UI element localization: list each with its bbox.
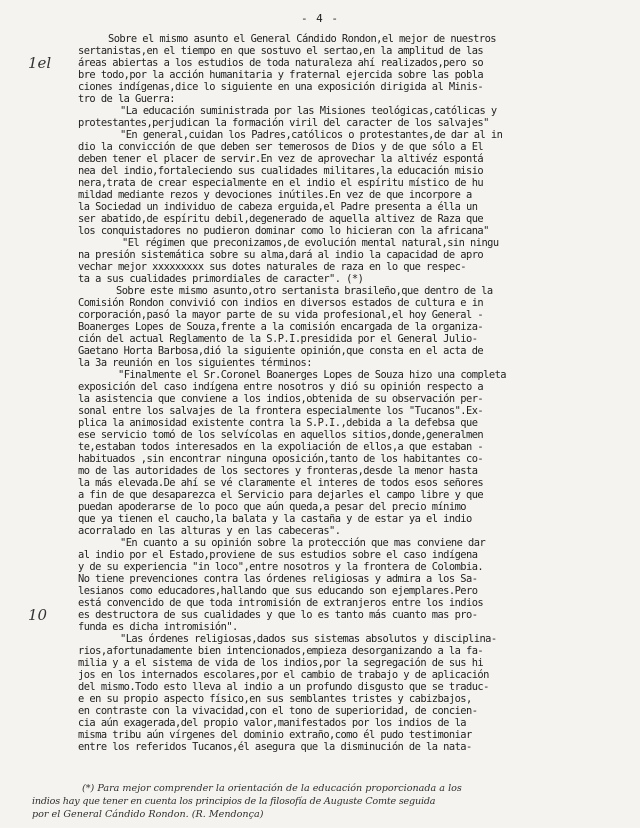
text-line: entre los referidos Tucanos,él asegura que la disminución de la nata-	[78, 741, 472, 753]
text-line: ciones indígenas,dice lo siguiente en una exposición dirigida al Minis-	[78, 81, 484, 93]
text-line: tro de la Guerra:	[78, 93, 175, 105]
text-line: mildad mediante rezos y devociones inútiles.En vez de que incorpore a	[78, 189, 472, 201]
text-line: cia aún exagerada,del propio valor,manifestados por los indios de la	[78, 717, 466, 729]
text-line: la asistencia que conviene a los indios,obtenida de su observación per-	[78, 393, 484, 405]
text-line: Sobre el mismo asunto el General Cándido Rondon,el mejor de nuestros	[108, 33, 496, 45]
text-line: dio la convicción de que deben ser temerosos de Dios y de que sólo a El	[78, 141, 484, 153]
text-line: Comisión Rondon convivió con indios en diversos estados de cultura e in	[78, 297, 484, 309]
text-line: bre todo,por la acción humanitaria y fraternal ejercida sobre las pobla	[78, 69, 484, 81]
margin-note-top: 1el	[28, 54, 52, 72]
text-line: na presión sistemática sobre su alma,dará al indio la capacidad de apro	[78, 249, 484, 261]
text-line: vechar mejor xxxxxxxxx sus dotes naturales de raza en lo que respec-	[78, 261, 466, 273]
text-line: que ya tienen el caucho,la balata y la castaña y de estar ya el indio	[78, 513, 472, 525]
text-line: al indio por el Estado,proviene de sus estudios sobre el caso indígena	[78, 549, 478, 561]
footnote-line: (*) Para mejor comprender la orientación de la educación proporcionada a los	[82, 783, 462, 794]
text-line: misma tribu aún vírgenes del dominio extraño,como él pudo testimoniar	[78, 729, 472, 741]
text-line: nera,trata de crear especialmente en el indio el espíritu místico de hu	[78, 177, 484, 189]
text-line: sertanistas,en el tiempo en que sostuvo el sertao,en la amplitud de las	[78, 45, 484, 57]
text-line: plica la animosidad existente contra la S.P.I.,debida a la defebsa que	[78, 417, 478, 429]
text-line: la Sociedad un individuo de cabeza erguida,el Padre presenta a élla un	[78, 201, 478, 213]
text-line: la más elevada.De ahí se vé claramente el interes de todos esos señores	[78, 477, 484, 489]
text-line: acorralado en las alturas y en las cabeceras".	[78, 525, 341, 537]
text-line: a fin de que desaparezca el Servicio para dejarles el campo libre y que	[78, 489, 484, 501]
text-line: "El régimen que preconizamos,de evolución mental natural,sin ningu	[122, 237, 499, 249]
text-line: "En cuanto a su opinión sobre la protección que mas conviene dar	[120, 537, 486, 549]
text-line: nea del indio,fortaleciendo sus cualidades militares,la educación misio	[78, 165, 484, 177]
footnote-line: indios hay que tener en cuenta los principios de la filosofía de Auguste Comte seguida	[32, 796, 436, 807]
text-line: Gaetano Horta Barbosa,dió la siguiente opinión,que consta en el acta de	[78, 345, 484, 357]
text-line: "La educación suministrada por las Misiones teológicas,católicas y	[120, 105, 497, 117]
text-line: ese servicio tomó de los selvícolas en aquellos sitios,donde,generalmen	[78, 429, 484, 441]
text-line: está convencido de que toda intromisión de extranjeros entre los indios	[78, 597, 484, 609]
text-line: Boanerges Lopes de Souza,frente a la comisión encargada de la organiza-	[78, 321, 484, 333]
text-line: rios,afortunadamente bien intencionados,empieza desorganizando a la fa-	[78, 645, 484, 657]
text-line: "Las órdenes religiosas,dados sus sistemas absolutos y disciplina-	[120, 633, 497, 645]
text-line: e en su propio aspecto físico,en sus semblantes tristes y cabizbajos,	[78, 693, 472, 705]
text-line: Sobre este mismo asunto,otro sertanista brasileño,que dentro de la	[116, 285, 493, 297]
text-line: deben tener el placer de servir.En vez de aprovechar la altivéz espontá	[78, 153, 484, 165]
text-line: en contraste con la vivacidad,con el tono de superioridad, de concien-	[78, 705, 478, 717]
text-line: mo de las autoridades de los sectores y fronteras,desde la menor hasta	[78, 465, 478, 477]
margin-note-bottom: 10	[28, 606, 48, 624]
text-line: "En general,cuidan los Padres,católicos o protestantes,de dar al in	[120, 129, 503, 141]
text-line: milia y a el sistema de vida de los indios,por la segregación de sus hi	[78, 657, 484, 669]
footnote-line: por el General Cándido Rondon. (R. Mendonça)	[32, 809, 264, 820]
text-line: te,estaban todos interesados en la expoliación de ellos,a que estaban -	[78, 441, 484, 453]
text-line: los conquistadores no pudieron dominar como lo hicieran con la africana"	[78, 225, 489, 237]
text-line: y de su experiencia "in loco",entre nosotros y la frontera de Colombia.	[78, 561, 484, 573]
text-line: protestantes,perjudican la formación viril del caracter de los salvajes"	[78, 117, 489, 129]
text-line: es destructora de sus cualidades y que lo es tanto más cuanto mas pro-	[78, 609, 478, 621]
text-line: ción del actual Reglamento de la S.P.I.presidida por el General Julio-	[78, 333, 478, 345]
text-line: jos en los internados escolares,por el cambio de trabajo y de aplicación	[78, 669, 489, 681]
text-line: áreas abiertas a los estudios de toda naturaleza ahí realizados,pero so	[78, 57, 484, 69]
text-line: lesianos como educadores,hallando que sus educando son ejemplares.Pero	[78, 585, 478, 597]
text-line: exposición del caso indígena entre nosotros y dió su opinión respecto a	[78, 381, 484, 393]
text-line: "Finalmente el Sr.Coronel Boanerges Lopes de Souza hizo una completa	[118, 369, 506, 381]
text-line: la 3a reunión en los siguientes términos:	[78, 357, 312, 369]
text-line: sonal entre los salvajes de la frontera especialmente los "Tucanos".Ex-	[78, 405, 484, 417]
text-line: del mismo.Todo esto lleva al indio a un profundo disgusto que se traduc-	[78, 681, 489, 693]
text-line: puedan apoderarse de lo poco que aún queda,a pesar del precio mínimo	[78, 501, 466, 513]
text-line: ta a sus cualidades primordiales de caracter". (*)	[78, 273, 364, 285]
text-line: No tiene prevenciones contra las órdenes religiosas y admira a los Sa-	[78, 573, 478, 585]
handwritten-footnote	[32, 782, 640, 821]
text-line: funda es dicha intromisión".	[78, 621, 238, 633]
text-line: ser abatido,de espíritu debil,degenerado de aquella altivez de Raza que	[78, 213, 484, 225]
text-line: corporación,pasó la mayor parte de su vida profesional,el hoy General -	[78, 309, 484, 321]
page-number: - 4 -	[300, 12, 340, 25]
text-line: habituados ,sin encontrar ninguna oposición,tanto de los habitantes co-	[78, 453, 484, 465]
